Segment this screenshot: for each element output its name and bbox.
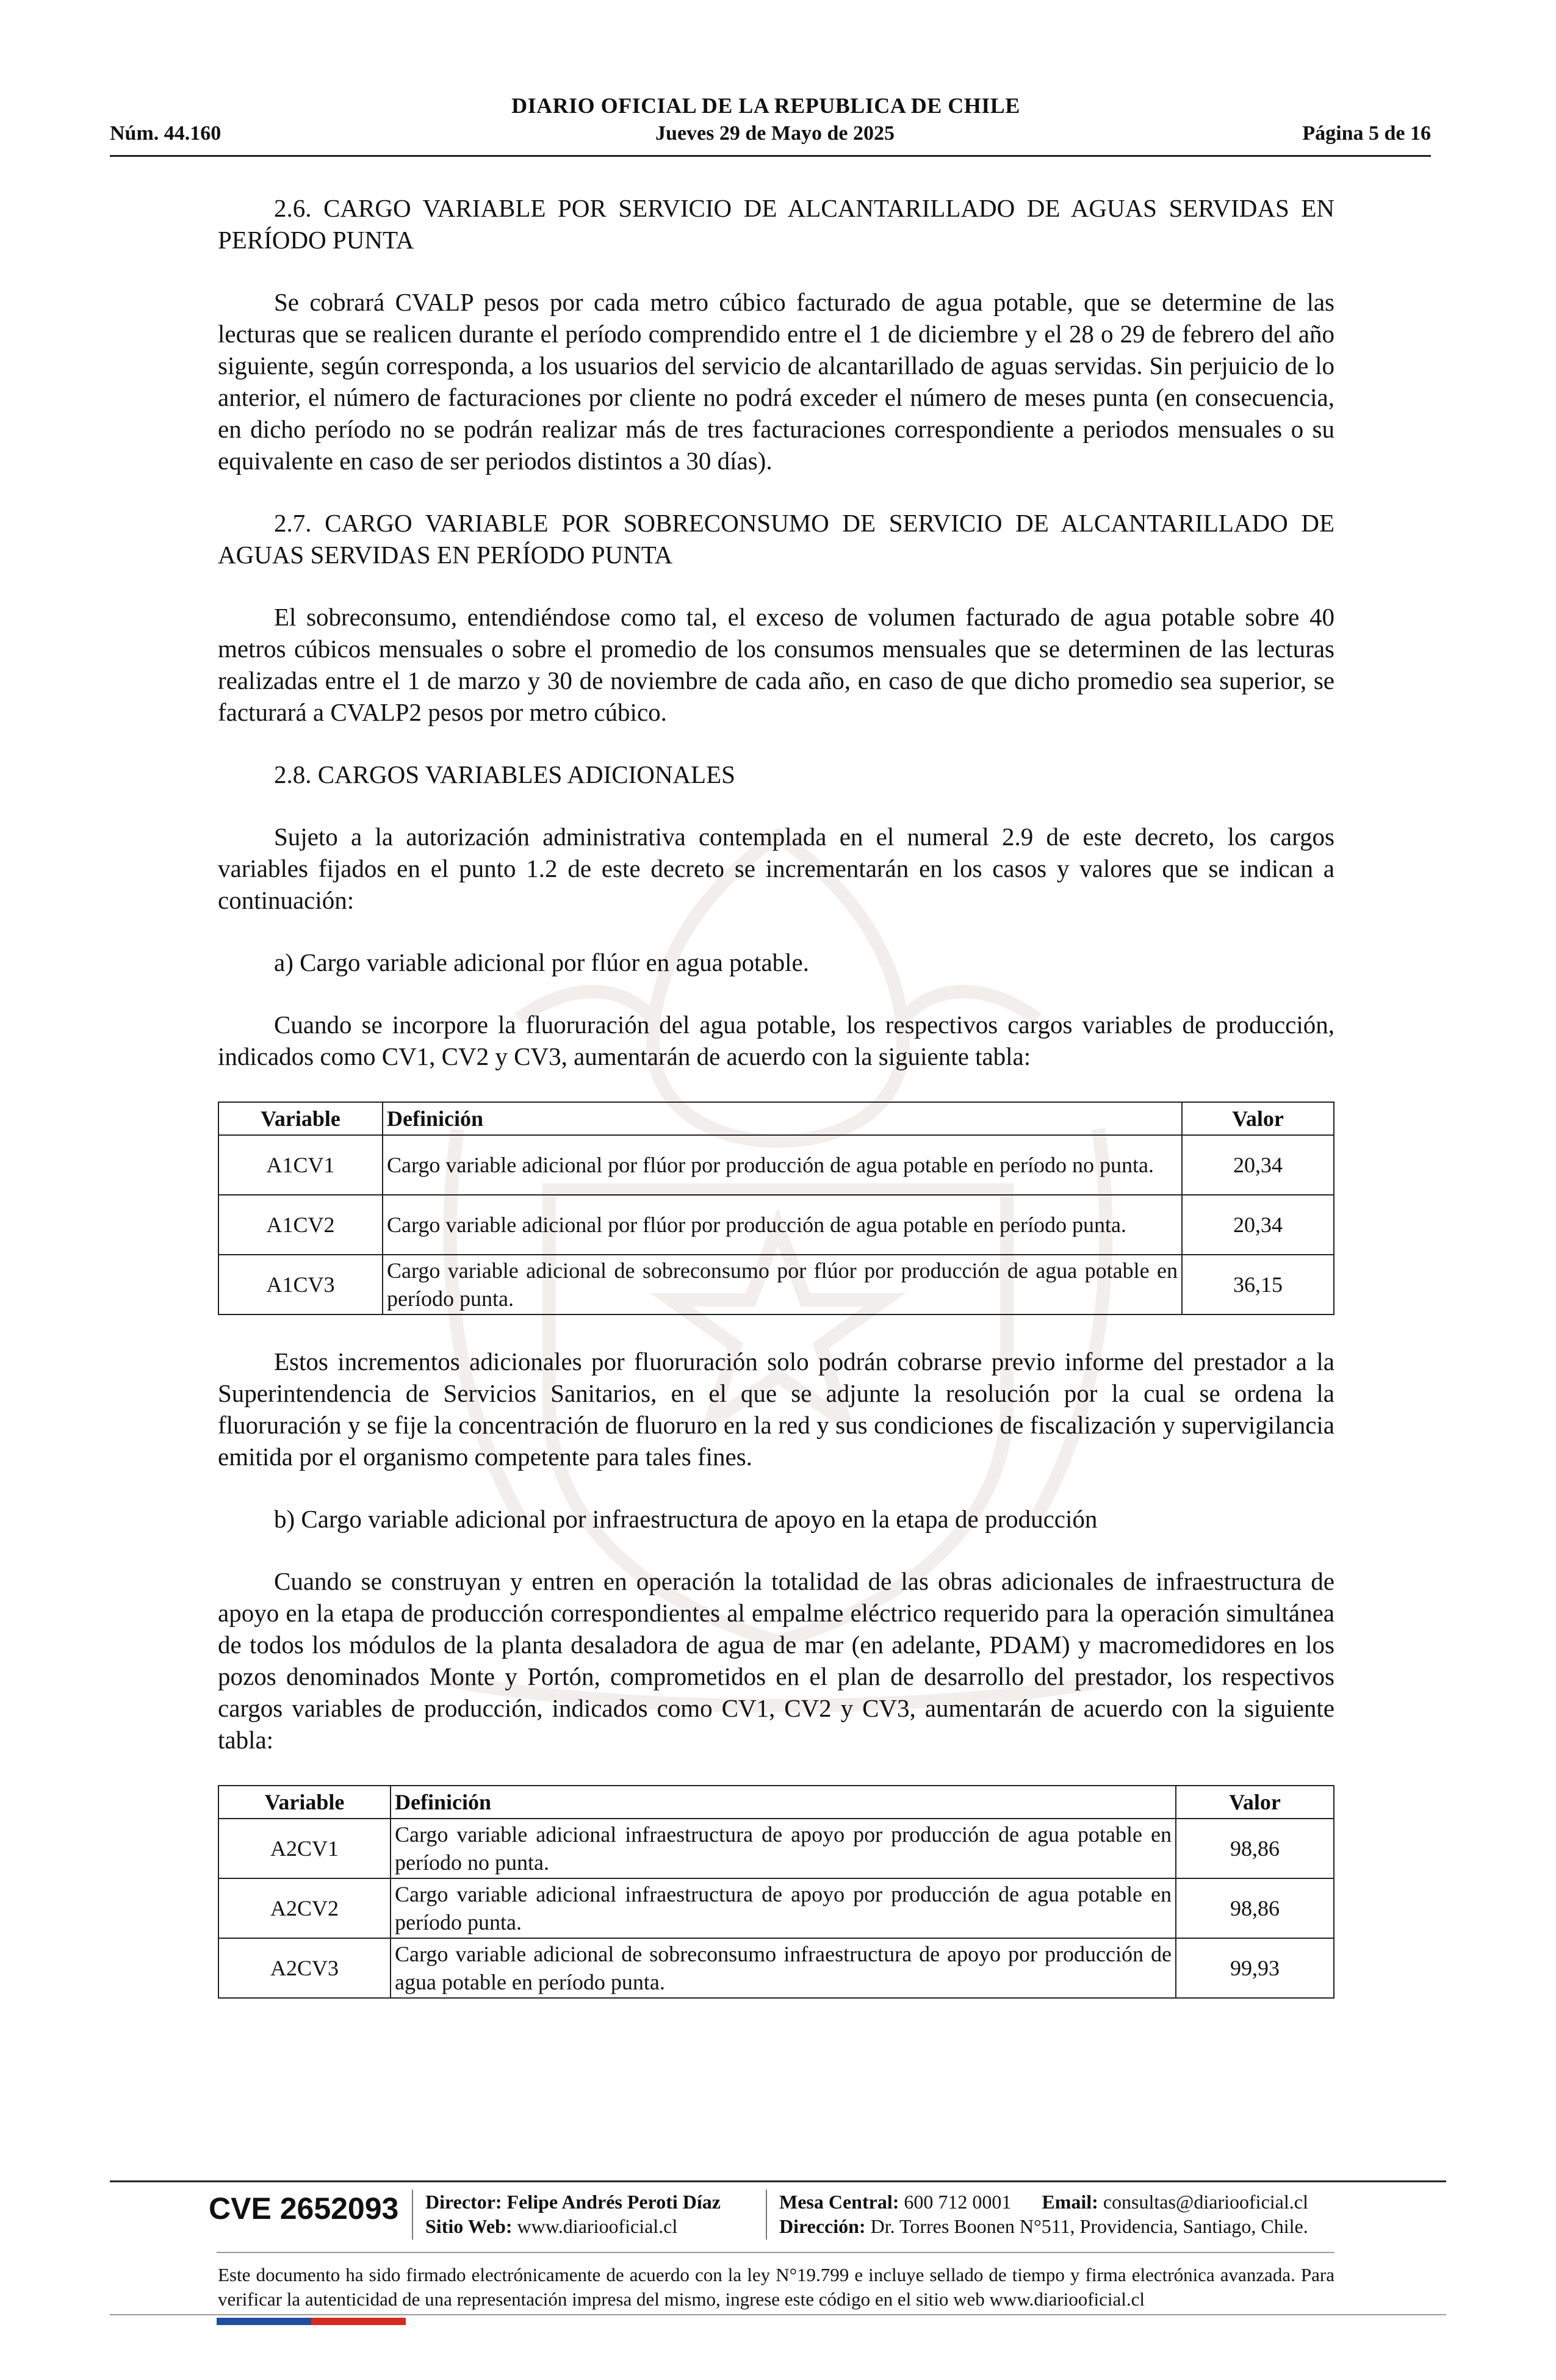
fluor-charges-table <box>218 1102 1334 1315</box>
variable-cell: A1CV1 <box>218 1135 383 1195</box>
definition-cell: Cargo variable adicional infraestructura de apoyo por producción de agua potable en período punta. <box>391 1878 1176 1938</box>
newspaper-title: DIARIO OFICIAL DE LA REPUBLICA DE CHILE <box>511 93 1020 118</box>
issue-date: Jueves 29 de Mayo de 2025 <box>655 122 895 145</box>
value-cell: 20,34 <box>1182 1135 1334 1195</box>
mesa-label: Mesa Central: <box>779 2191 899 2213</box>
footer-contact-block <box>779 2190 1308 2238</box>
subsection-b-heading: b) Cargo variable adicional por infraestructura de apoyo en la etapa de producción <box>274 1505 1098 1533</box>
variable-cell: A2CV3 <box>218 1938 391 1998</box>
site-link[interactable]: www.diariooficial.cl <box>517 2215 678 2237</box>
table-row <box>218 1938 1334 1998</box>
subsection-b-text: Cuando se construyan y entren en operación la totalidad de las obras adicionales de infraestructura de apoyo en la etapa de producción correspondientes al empalme eléctrico requerido para la operación simultánea de todos los módulos de la planta desaladora de agua de mar (en adelante, PDAM) y macromedidores en los pozos denominados Monte y Portón, comprometidos en el plan de desarrollo del prestador, los respectivos cargos variables de producción, indicados como CV1, CV2 y CV3, aumentarán de acuerdo con la siguiente tabla: <box>218 1567 1334 1754</box>
flag-red-segment <box>311 2318 406 2325</box>
document-body <box>218 192 1334 1999</box>
definition-cell: Cargo variable adicional infraestructura de apoyo por producción de agua potable en período no punta. <box>391 1819 1176 1878</box>
email-label: Email: <box>1042 2191 1098 2213</box>
table-row <box>218 1135 1334 1195</box>
cve-code: CVE 2652093 <box>209 2191 399 2226</box>
section-2-7-text: El sobreconsumo, entendiéndose como tal, el exceso de volumen facturado de agua potable sobre 40 metros cúbicos mensuales o sobre el promedio de los consumos mensuales que se determinen de las lecturas realizadas entre el 1 de marzo y 30 de noviembre de cada año, en caso de que dicho promedio sea superior, se facturará a CVALP2 pesos por metro cúbico. <box>218 603 1334 726</box>
table-header-row <box>218 1786 1334 1819</box>
table-row <box>218 1878 1334 1938</box>
variable-cell: A2CV2 <box>218 1878 391 1938</box>
footer-separator <box>412 2190 413 2240</box>
issue-number: Núm. 44.160 <box>110 122 222 145</box>
direccion-label: Dirección: <box>779 2215 866 2237</box>
value-cell: 98,86 <box>1176 1819 1334 1878</box>
direccion-value: Dr. Torres Boonen N°511, Providencia, Santiago, Chile. <box>870 2215 1308 2237</box>
signature-note: Este documento ha sido firmado electrónicamente de acuerdo con la ley N°19.799 e incluye sellado de tiempo y firma electrónica avanzada. Para verificar la autenticidad de una representación impresa del mismo, ingrese este código en el sitio web www.diariooficial.cl <box>218 2264 1334 2310</box>
section-2-6-heading: 2.6. CARGO VARIABLE POR SERVICIO DE ALCANTARILLADO DE AGUAS SERVIDAS EN PERÍODO PUNTA <box>218 194 1334 254</box>
section-2-8-text: Sujeto a la autorización administrativa contemplada en el numeral 2.9 de este decreto, los cargos variables fijados en el punto 1.2 de este decreto se incrementarán en los casos y valores que se indican a continuación: <box>218 823 1334 914</box>
subsection-a-heading: a) Cargo variable adicional por flúor en agua potable. <box>274 948 809 976</box>
mesa-phone: 600 712 0001 <box>904 2191 1012 2213</box>
value-cell: 98,86 <box>1176 1878 1334 1938</box>
definition-cell: Cargo variable adicional de sobreconsumo por flúor por producción de agua potable en período punta. <box>383 1255 1182 1314</box>
column-header-definicion: Definición <box>391 1786 1176 1819</box>
column-header-valor: Valor <box>1176 1786 1334 1819</box>
footer-divider-mid <box>217 2252 1334 2253</box>
column-header-valor: Valor <box>1182 1102 1334 1135</box>
table-header-row <box>218 1102 1334 1135</box>
header-divider <box>110 155 1431 157</box>
section-2-8-heading: 2.8. CARGOS VARIABLES ADICIONALES <box>274 760 735 788</box>
definition-cell: Cargo variable adicional de sobreconsumo infraestructura de apoyo por producción de agua potable en período punta. <box>391 1938 1176 1998</box>
section-2-7-heading: 2.7. CARGO VARIABLE POR SOBRECONSUMO DE SERVICIO DE ALCANTARILLADO DE AGUAS SERVIDAS EN PERÍODO PUNTA <box>218 509 1334 569</box>
header-row <box>110 122 1431 150</box>
email-link[interactable]: consultas@diariooficial.cl <box>1103 2191 1308 2213</box>
definition-cell: Cargo variable adicional por flúor por producción de agua potable en período no punta. <box>383 1135 1182 1195</box>
footer-divider-top <box>110 2180 1446 2182</box>
table-row <box>218 1819 1334 1878</box>
subsection-a-note: Estos incrementos adicionales por fluoruración solo podrán cobrarse previo informe del prestador a la Superintendencia de Servicios Sanitarios, en el que se adjunte la resolución por la cual se ordena la fluoruración y se fije la concentración de fluoruro en la red y sus condiciones de fiscalización y supervigilancia emitida por el organismo competente para tales fines. <box>218 1347 1334 1471</box>
value-cell: 99,93 <box>1176 1938 1334 1998</box>
variable-cell: A1CV3 <box>218 1255 383 1314</box>
footer-separator <box>766 2190 767 2240</box>
value-cell: 36,15 <box>1182 1255 1334 1314</box>
infrastructure-charges-table <box>218 1785 1334 1999</box>
value-cell: 20,34 <box>1182 1195 1334 1255</box>
variable-cell: A2CV1 <box>218 1819 391 1878</box>
subsection-a-text: Cuando se incorpore la fluoruración del agua potable, los respectivos cargos variables de producción, indicados como CV1, CV2 y CV3, aumentarán de acuerdo con la siguiente tabla: <box>218 1011 1334 1070</box>
variable-cell: A1CV2 <box>218 1195 383 1255</box>
column-header-variable: Variable <box>218 1102 383 1135</box>
site-label: Sitio Web: <box>425 2215 513 2237</box>
flag-color-bar <box>217 2318 406 2325</box>
column-header-variable: Variable <box>218 1786 391 1819</box>
flag-blue-segment <box>217 2318 311 2325</box>
page-number: Página 5 de 16 <box>1302 122 1431 145</box>
footer-divider-bottom <box>110 2314 1446 2315</box>
column-header-definicion: Definición <box>383 1102 1182 1135</box>
section-2-6-text: Se cobrará CVALP pesos por cada metro cúbico facturado de agua potable, que se determine de las lecturas que se realicen durante el período comprendido entre el 1 de diciembre y el 28 o 29 de febrero del año siguiente, según corresponda, a los usuarios del servicio de alcantarillado de aguas servidas. Sin perjuicio de lo anterior, el número de facturaciones por cliente no podrá exceder el número de meses punta (en consecuencia, en dicho período no se podrán realizar más de tres facturaciones correspondiente a periodos mensuales o su equivalente en caso de ser periodos distintos a 30 días). <box>218 288 1334 475</box>
footer-director-block <box>425 2190 721 2238</box>
definition-cell: Cargo variable adicional por flúor por producción de agua potable en período punta. <box>383 1195 1182 1255</box>
table-row <box>218 1255 1334 1314</box>
director-info: Director: Felipe Andrés Peroti Díaz <box>425 2191 721 2213</box>
table-row <box>218 1195 1334 1255</box>
